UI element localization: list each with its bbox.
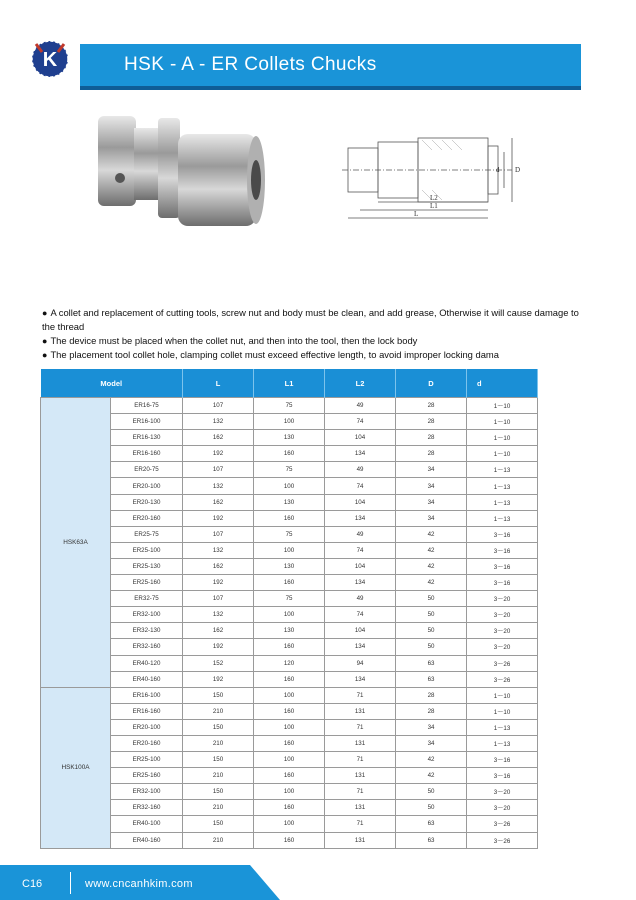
value-cell: 104	[325, 623, 396, 639]
value-cell: 130	[254, 494, 325, 510]
table-row	[41, 719, 538, 735]
value-cell: 28	[396, 398, 467, 414]
value-cell: 42	[396, 542, 467, 558]
model-cell: ER25-130	[111, 558, 183, 574]
product-photo	[78, 100, 278, 242]
value-cell: 1～13	[467, 462, 538, 478]
value-cell: 50	[396, 623, 467, 639]
model-group-cell: HSK63A	[41, 398, 111, 688]
value-cell: 162	[183, 430, 254, 446]
model-cell: ER20-130	[111, 494, 183, 510]
table-row	[41, 655, 538, 671]
value-cell: 100	[254, 816, 325, 832]
table-body	[41, 398, 538, 849]
table-row	[41, 671, 538, 687]
value-cell: 134	[325, 446, 396, 462]
value-cell: 75	[254, 591, 325, 607]
model-cell: ER20-160	[111, 510, 183, 526]
value-cell: 74	[325, 542, 396, 558]
model-cell: ER16-160	[111, 703, 183, 719]
value-cell: 71	[325, 816, 396, 832]
table-row	[41, 623, 538, 639]
value-cell: 104	[325, 494, 396, 510]
table-row	[41, 703, 538, 719]
value-cell: 100	[254, 784, 325, 800]
value-cell: 42	[396, 558, 467, 574]
footer-divider	[70, 872, 71, 894]
value-cell: 100	[254, 478, 325, 494]
spec-table	[40, 369, 538, 849]
label-l2: L2	[430, 194, 438, 202]
model-cell: ER16-75	[111, 398, 183, 414]
value-cell: 63	[396, 655, 467, 671]
value-cell: 50	[396, 591, 467, 607]
value-cell: 162	[183, 494, 254, 510]
value-cell: 42	[396, 575, 467, 591]
value-cell: 210	[183, 800, 254, 816]
table-row	[41, 816, 538, 832]
value-cell: 34	[396, 510, 467, 526]
value-cell: 160	[254, 832, 325, 848]
value-cell: 150	[183, 784, 254, 800]
brand-logo	[28, 38, 72, 82]
value-cell: 160	[254, 510, 325, 526]
value-cell: 1～10	[467, 414, 538, 430]
value-cell: 28	[396, 446, 467, 462]
value-cell: 131	[325, 832, 396, 848]
table-row	[41, 832, 538, 848]
table-row	[41, 478, 538, 494]
value-cell: 71	[325, 752, 396, 768]
value-cell: 50	[396, 800, 467, 816]
value-cell: 1～13	[467, 494, 538, 510]
value-cell: 160	[254, 768, 325, 784]
value-cell: 210	[183, 768, 254, 784]
value-cell: 74	[325, 607, 396, 623]
value-cell: 74	[325, 414, 396, 430]
label-l: L	[414, 210, 419, 218]
value-cell: 210	[183, 735, 254, 751]
model-cell: ER40-160	[111, 832, 183, 848]
value-cell: 63	[396, 671, 467, 687]
header-L: L	[183, 369, 254, 398]
value-cell: 131	[325, 703, 396, 719]
model-cell: ER16-100	[111, 687, 183, 703]
model-cell: ER40-100	[111, 816, 183, 832]
value-cell: 50	[396, 784, 467, 800]
header-bar	[80, 44, 581, 90]
value-cell: 75	[254, 462, 325, 478]
value-cell: 192	[183, 671, 254, 687]
table-row	[41, 639, 538, 655]
value-cell: 107	[183, 462, 254, 478]
technical-drawing	[342, 126, 532, 222]
value-cell: 104	[325, 430, 396, 446]
model-cell: ER32-75	[111, 591, 183, 607]
value-cell: 130	[254, 430, 325, 446]
value-cell: 34	[396, 735, 467, 751]
value-cell: 42	[396, 526, 467, 542]
table-row	[41, 494, 538, 510]
value-cell: 71	[325, 784, 396, 800]
model-cell: ER16-130	[111, 430, 183, 446]
value-cell: 42	[396, 768, 467, 784]
value-cell: 132	[183, 414, 254, 430]
value-cell: 160	[254, 671, 325, 687]
value-cell: 28	[396, 687, 467, 703]
table-row	[41, 398, 538, 414]
value-cell: 150	[183, 816, 254, 832]
value-cell: 1～10	[467, 430, 538, 446]
table-row	[41, 462, 538, 478]
model-cell: ER40-160	[111, 671, 183, 687]
page-title: HSK - A - ER Collets Chucks	[124, 54, 377, 75]
table-row	[41, 687, 538, 703]
value-cell: 160	[254, 735, 325, 751]
value-cell: 160	[254, 639, 325, 655]
value-cell: 131	[325, 735, 396, 751]
value-cell: 50	[396, 639, 467, 655]
value-cell: 1～13	[467, 719, 538, 735]
note-item: ● The placement tool collet hole, clamping collet must exceed effective length, to avoid improper locking dama	[42, 348, 582, 362]
value-cell: 150	[183, 752, 254, 768]
model-cell: ER25-160	[111, 768, 183, 784]
header-L2: L2	[325, 369, 396, 398]
model-cell: ER32-130	[111, 623, 183, 639]
value-cell: 49	[325, 591, 396, 607]
model-cell: ER20-100	[111, 719, 183, 735]
value-cell: 71	[325, 687, 396, 703]
value-cell: 3～20	[467, 639, 538, 655]
value-cell: 63	[396, 832, 467, 848]
value-cell: 49	[325, 462, 396, 478]
value-cell: 100	[254, 414, 325, 430]
value-cell: 192	[183, 639, 254, 655]
value-cell: 104	[325, 558, 396, 574]
value-cell: 3～26	[467, 832, 538, 848]
value-cell: 1～13	[467, 510, 538, 526]
table-row	[41, 542, 538, 558]
value-cell: 1～10	[467, 398, 538, 414]
value-cell: 192	[183, 575, 254, 591]
value-cell: 42	[396, 752, 467, 768]
value-cell: 28	[396, 414, 467, 430]
model-cell: ER25-100	[111, 542, 183, 558]
value-cell: 160	[254, 703, 325, 719]
model-cell: ER32-100	[111, 784, 183, 800]
value-cell: 130	[254, 558, 325, 574]
value-cell: 162	[183, 558, 254, 574]
label-l1: L1	[430, 202, 438, 210]
page-number: C16	[22, 878, 43, 890]
value-cell: 152	[183, 655, 254, 671]
table-row	[41, 591, 538, 607]
value-cell: 3～20	[467, 591, 538, 607]
value-cell: 210	[183, 703, 254, 719]
value-cell: 160	[254, 446, 325, 462]
value-cell: 107	[183, 526, 254, 542]
value-cell: 131	[325, 768, 396, 784]
model-cell: ER32-100	[111, 607, 183, 623]
value-cell: 49	[325, 526, 396, 542]
value-cell: 3～16	[467, 752, 538, 768]
model-cell: ER16-160	[111, 446, 183, 462]
value-cell: 34	[396, 719, 467, 735]
value-cell: 100	[254, 719, 325, 735]
value-cell: 3～20	[467, 800, 538, 816]
value-cell: 192	[183, 510, 254, 526]
value-cell: 34	[396, 494, 467, 510]
table-row	[41, 575, 538, 591]
table-row	[41, 446, 538, 462]
value-cell: 132	[183, 542, 254, 558]
value-cell: 130	[254, 623, 325, 639]
value-cell: 75	[254, 398, 325, 414]
value-cell: 134	[325, 575, 396, 591]
value-cell: 150	[183, 719, 254, 735]
table-row	[41, 784, 538, 800]
value-cell: 28	[396, 430, 467, 446]
label-d: d	[496, 166, 500, 174]
header-d: d	[467, 369, 538, 398]
table-row	[41, 526, 538, 542]
value-cell: 3～16	[467, 526, 538, 542]
value-cell: 134	[325, 639, 396, 655]
model-group-cell: HSK100A	[41, 687, 111, 848]
value-cell: 134	[325, 671, 396, 687]
value-cell: 3～20	[467, 784, 538, 800]
value-cell: 100	[254, 607, 325, 623]
value-cell: 3～16	[467, 558, 538, 574]
value-cell: 134	[325, 510, 396, 526]
value-cell: 34	[396, 462, 467, 478]
value-cell: 160	[254, 800, 325, 816]
value-cell: 3～16	[467, 575, 538, 591]
value-cell: 120	[254, 655, 325, 671]
model-cell: ER16-100	[111, 414, 183, 430]
value-cell: 160	[254, 575, 325, 591]
value-cell: 1～13	[467, 735, 538, 751]
model-cell: ER25-100	[111, 752, 183, 768]
value-cell: 63	[396, 816, 467, 832]
value-cell: 1～13	[467, 478, 538, 494]
value-cell: 28	[396, 703, 467, 719]
header-L1: L1	[254, 369, 325, 398]
table-row	[41, 800, 538, 816]
model-cell: ER25-160	[111, 575, 183, 591]
note-item: ● The device must be placed when the collet nut, and then into the tool, then the lock body	[42, 334, 582, 348]
model-cell: ER20-100	[111, 478, 183, 494]
model-cell: ER40-120	[111, 655, 183, 671]
value-cell: 107	[183, 398, 254, 414]
usage-notes	[42, 306, 582, 362]
value-cell: 210	[183, 832, 254, 848]
value-cell: 100	[254, 752, 325, 768]
table-row	[41, 607, 538, 623]
value-cell: 3～26	[467, 816, 538, 832]
model-cell: ER20-160	[111, 735, 183, 751]
value-cell: 150	[183, 687, 254, 703]
model-cell: ER32-160	[111, 800, 183, 816]
label-D: D	[515, 166, 521, 174]
logo-letter: K	[42, 49, 58, 71]
value-cell: 3～20	[467, 607, 538, 623]
table-row	[41, 558, 538, 574]
value-cell: 3～20	[467, 623, 538, 639]
value-cell: 1～10	[467, 703, 538, 719]
table-header-row	[41, 369, 538, 398]
value-cell: 94	[325, 655, 396, 671]
website-link[interactable]: www.cncanhkim.com	[85, 878, 193, 890]
table-row	[41, 735, 538, 751]
header-model: Model	[41, 369, 183, 398]
table-row	[41, 510, 538, 526]
value-cell: 49	[325, 398, 396, 414]
value-cell: 50	[396, 607, 467, 623]
table-row	[41, 414, 538, 430]
value-cell: 162	[183, 623, 254, 639]
value-cell: 100	[254, 687, 325, 703]
value-cell: 131	[325, 800, 396, 816]
table-row	[41, 768, 538, 784]
model-cell: ER25-75	[111, 526, 183, 542]
header-D: D	[396, 369, 467, 398]
value-cell: 3～26	[467, 671, 538, 687]
value-cell: 192	[183, 446, 254, 462]
value-cell: 1～10	[467, 687, 538, 703]
model-cell: ER20-75	[111, 462, 183, 478]
value-cell: 3～16	[467, 768, 538, 784]
value-cell: 132	[183, 478, 254, 494]
value-cell: 132	[183, 607, 254, 623]
value-cell: 1～10	[467, 446, 538, 462]
value-cell: 3～26	[467, 655, 538, 671]
value-cell: 75	[254, 526, 325, 542]
note-item: ● A collet and replacement of cutting tools, screw nut and body must be clean, and add grease, Otherwise it will cause damage to the thread	[42, 306, 582, 334]
value-cell: 74	[325, 478, 396, 494]
table-row	[41, 752, 538, 768]
value-cell: 71	[325, 719, 396, 735]
value-cell: 3～16	[467, 542, 538, 558]
value-cell: 100	[254, 542, 325, 558]
model-cell: ER32-160	[111, 639, 183, 655]
value-cell: 107	[183, 591, 254, 607]
value-cell: 34	[396, 478, 467, 494]
table-row	[41, 430, 538, 446]
